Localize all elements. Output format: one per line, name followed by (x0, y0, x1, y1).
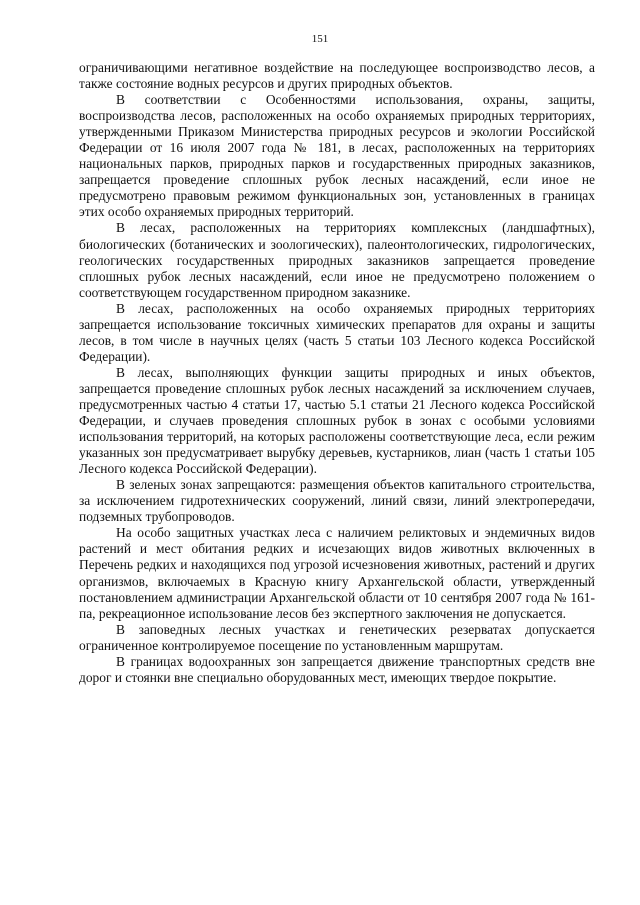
paragraph-complex-reserves: В лесах, расположенных на территориях комплексных (ландшафтных), биологических (ботанических и зоологических), палеонтологических, гидрологических, геологических государственных природных заказников запрещается проведение сплошных рубок лесных насаждений, если иное не предусмотрено положением о соответствующем государственном природном заказнике. (79, 220, 595, 300)
paragraph-special-protection-sites: На особо защитных участках леса с наличием реликтовых и эндемичных видов растений и мест обитания редких и исчезающих видов животных включенных в Перечень редких и находящихся под угрозой исчезновения животных, растений и других организмов, включаемых в Красную книгу Архангельской области, утвержденный постановлением администрации Архангельской области от 10 сентября 2007 года № 161-па, рекреационное использование лесов без экспертного заключения не допускается. (79, 525, 595, 621)
document-body (79, 60, 595, 686)
paragraph-green-zones: В зеленых зонах запрещаются: размещения объектов капитального строительства, за исключением гидротехнических сооружений, линий связи, линий электропередачи, подземных трубопроводов. (79, 477, 595, 525)
paragraph-continuation: ограничивающими негативное воздействие на последующее воспроизводство лесов, а также состояние водных ресурсов и других природных объектов. (79, 60, 595, 92)
paragraph-protective-forests: В лесах, выполняющих функции защиты природных и иных объектов, запрещается проведение сплошных рубок лесных насаждений за исключением случаев, предусмотренных частью 4 статьи 17, частью 5.1 статьи 21 Лесного кодекса Российской Федерации, и случаев проведения сплошных рубок в зонах с особыми условиями использования территорий, на которых расположены соответствующие леса, если режим указанных зон предусматривает вырубку деревьев, кустарников, лиан (часть 1 статьи 105 Лесного кодекса Российской Федерации). (79, 364, 595, 477)
paragraph-protected-territories: В соответствии с Особенностями использования, охраны, защиты, воспроизводства лесов, расположенных на особо охраняемых природных территориях, утвержденными Приказом Министерства природных ресурсов и экологии Российской Федерации от 16 июля 2007 года № 181, в лесах, расположенных на территориях национальных парков, природных парков и государственных природных заказников, запрещается проведение сплошных рубок лесных насаждений, если иное не предусмотрено правовым режимом функциональных зон, установленных в границах этих особо охраняемых природных территорий. (79, 92, 595, 220)
paragraph-toxic-chemicals: В лесах, расположенных на особо охраняемых природных территориях запрещается использование токсичных химических препаратов для охраны и защиты лесов, в том числе в научных целях (часть 5 статьи 103 Лесного кодекса Российской Федерации). (79, 300, 595, 364)
page-number: 151 (311, 33, 329, 45)
paragraph-reserve-plots: В заповедных лесных участках и генетических резерватах допускается ограниченное контролируемое посещение по установленным маршрутам. (79, 621, 595, 653)
paragraph-water-protection-zones: В границах водоохранных зон запрещается движение транспортных средств вне дорог и стоянки вне специально оборудованных мест, имеющих твердое покрытие. (79, 653, 595, 685)
